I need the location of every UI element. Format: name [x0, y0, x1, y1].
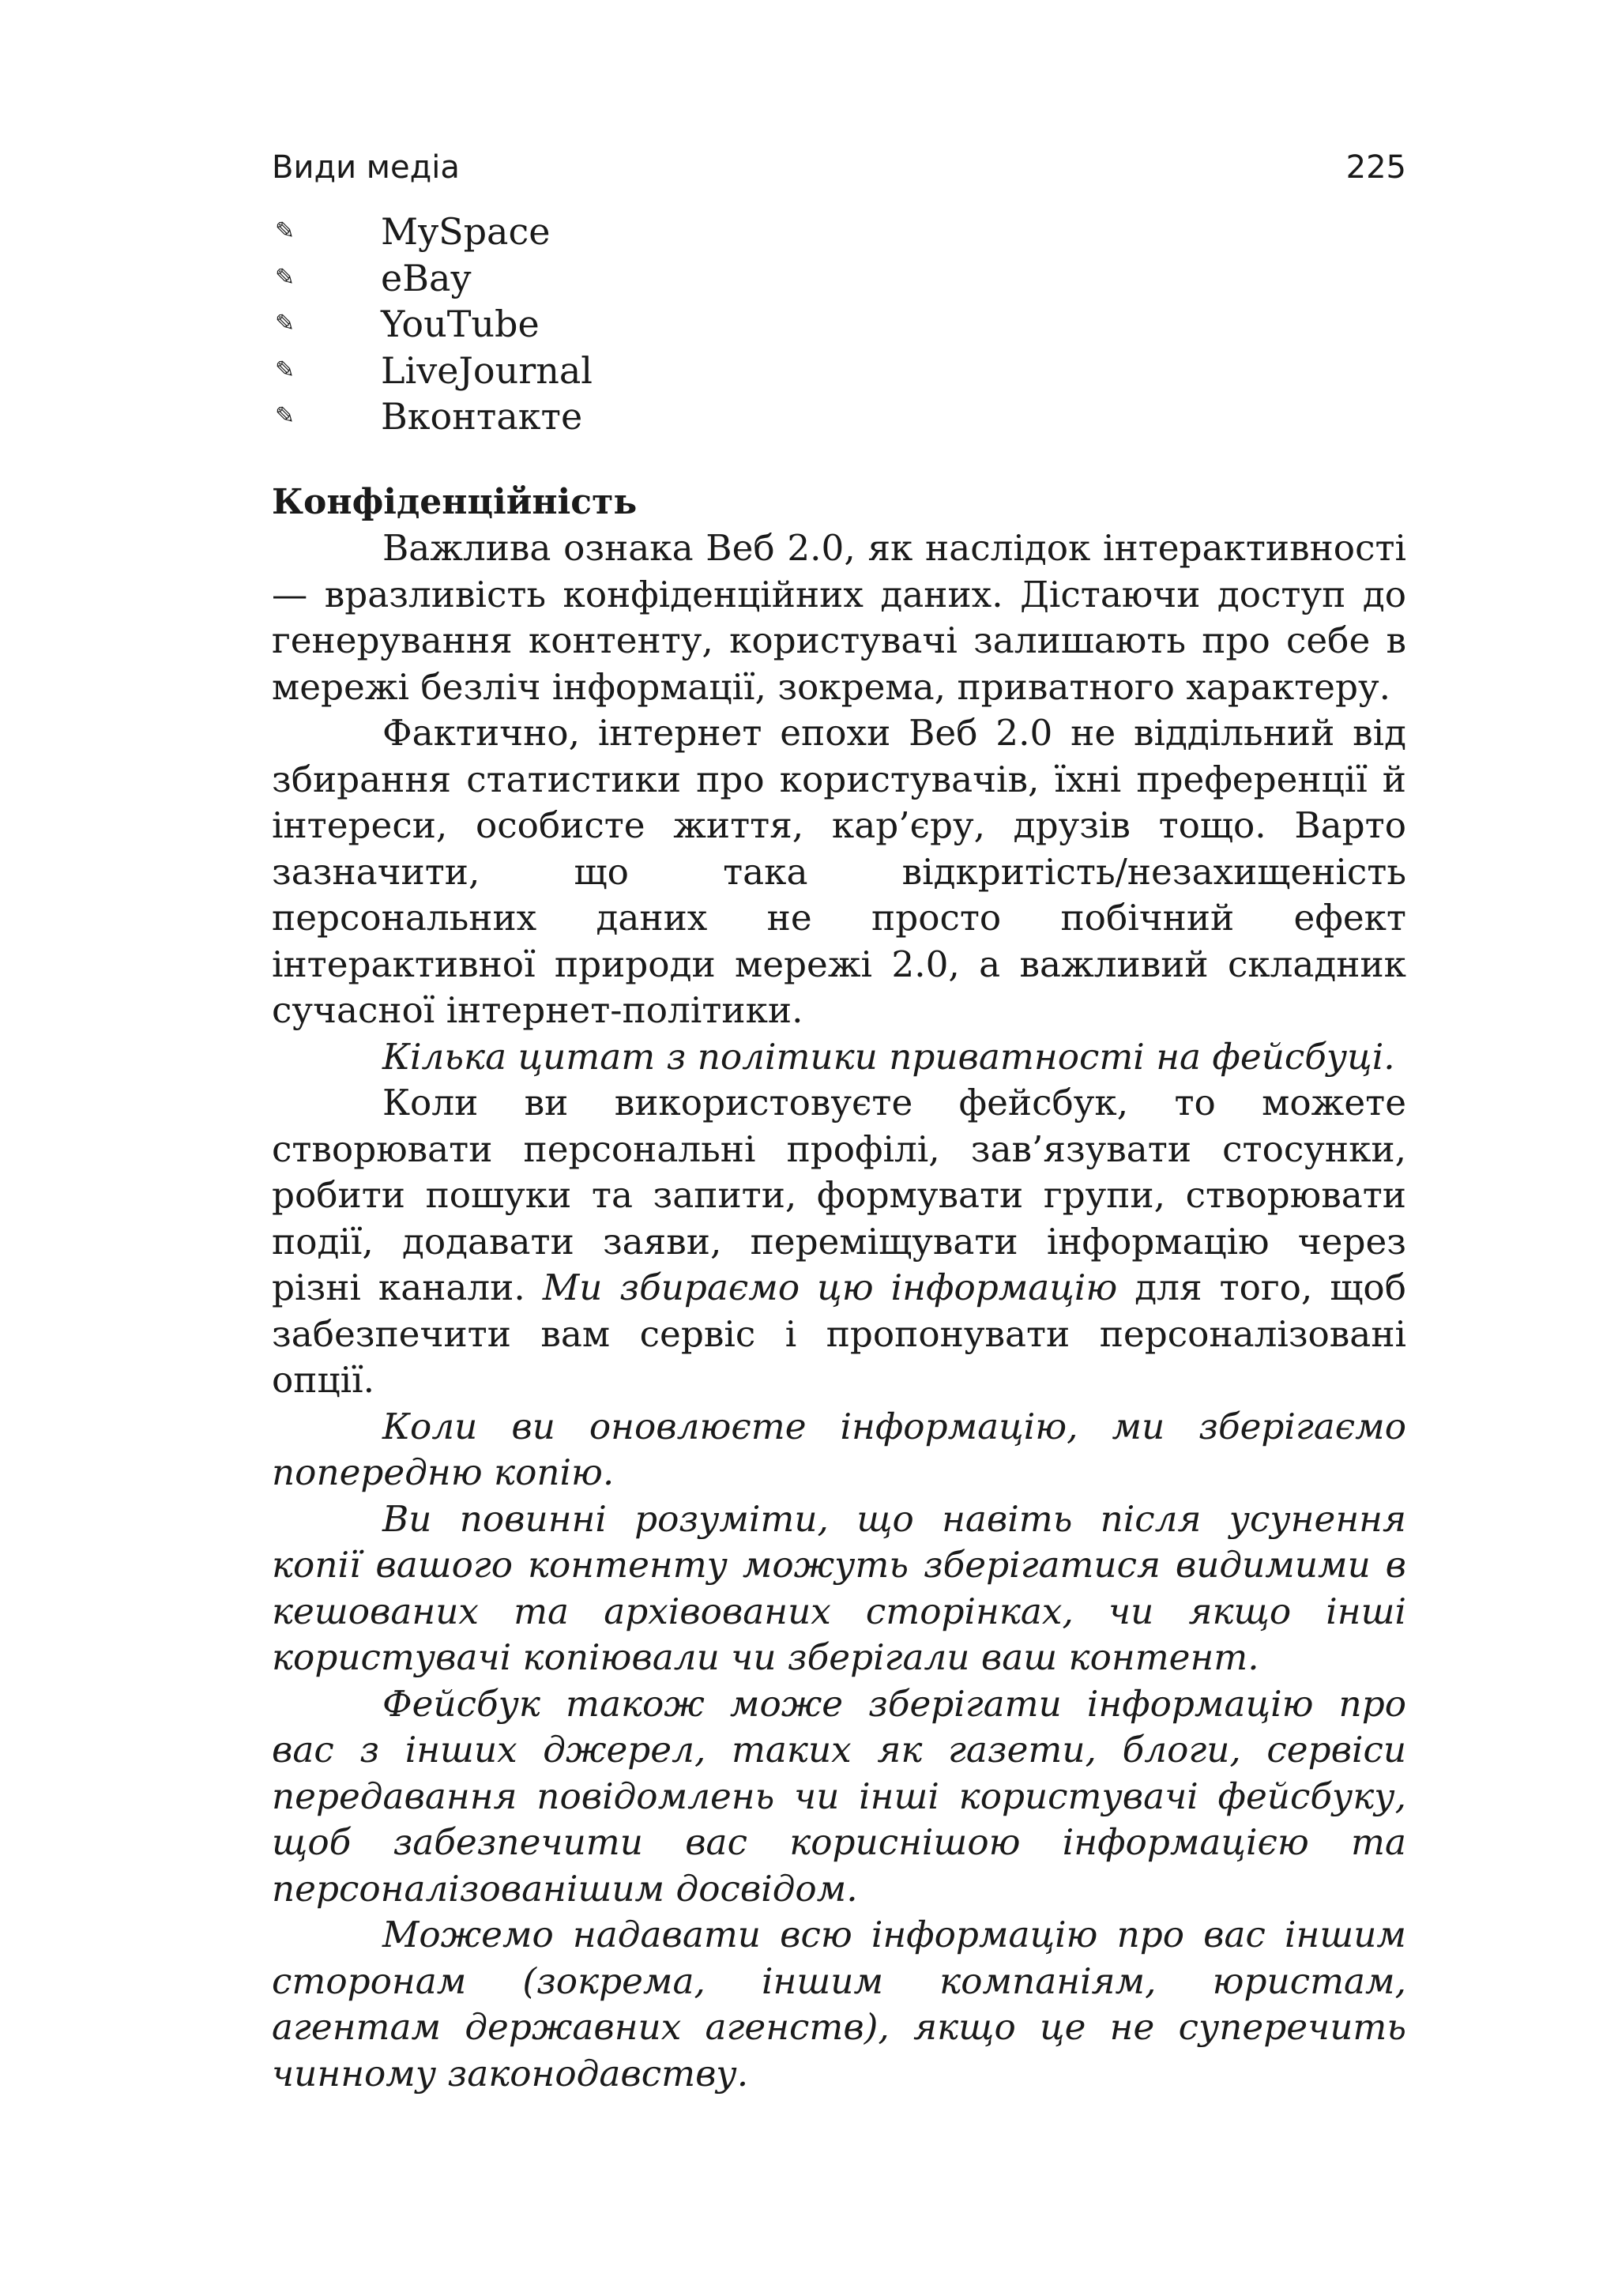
- emphasis-text: Ми збираємо цю інформацію: [542, 1267, 1118, 1308]
- pen-nib-icon: ✎: [275, 356, 295, 384]
- running-head: [272, 142, 1406, 193]
- quote-paragraph: Ви повинні розуміти, що навіть після усунення копії вашого контенту можуть зберігатися видимими в кешованих та архівованих сторінках, чи якщо інші користувачі копіювали чи зберігали ваш контент.: [272, 1497, 1406, 1678]
- section-heading: Конфіденційність: [272, 481, 638, 522]
- paragraph: Важлива ознака Веб 2.0, як наслідок інтерактивності — вразливість конфіденційних даних. Дістаючи доступ до генерування контенту, користувачі залишають про себе в мережі безліч інформації, зокрема, приватного характеру.: [272, 527, 1406, 708]
- quote-intro: Кілька цитат з політики приватності на фейсбуці.: [382, 1035, 1395, 1078]
- paragraph: [272, 1080, 1406, 1404]
- body-text: [272, 525, 1406, 2097]
- quote-paragraph: Можемо надавати всю інформацію про вас іншим сторонам (зокрема, іншим компаніям, юристам, агентам державних агенств), якщо це не суперечить чинному законодавству.: [272, 1914, 1406, 2095]
- list-item-label: YouTube: [381, 303, 540, 345]
- pen-nib-icon: ✎: [275, 263, 295, 292]
- site-list: [272, 209, 1406, 440]
- list-item-label: eBay: [381, 256, 472, 299]
- list-item: [272, 348, 1406, 394]
- list-item: [272, 301, 1406, 348]
- quote-paragraph: Фейсбук також може зберігати інформацію про вас з інших джерел, таких як газети, блоги, сервіси передавання повідомлень чи інші користувачі фейсбуку, щоб забезпечити вас кориснішою інформацією та персоналізованішим досвідом.: [272, 1682, 1406, 1910]
- book-page: [272, 142, 1406, 2097]
- list-item-label: MySpace: [381, 210, 551, 253]
- list-item-label: Вконтакте: [381, 395, 583, 438]
- list-item-label: LiveJournal: [381, 348, 593, 392]
- list-item: [272, 255, 1406, 302]
- list-item: [272, 393, 1406, 440]
- paragraph: Фактично, інтернет епохи Веб 2.0 не віддільний від збирання статистики про користувачів, їхні преференції й інтереси, особисте життя, кар’єру, друзів тощо. Варто зазначити, що така відкритість/незахищеність персональних даних не просто побічний ефект інтерактивної природи мережі 2.0, а важливий складник сучасної інтернет-політики.: [272, 712, 1406, 1031]
- paragraph-text: для того, щоб забезпечити вам сервіс і пропонувати персоналізовані опції.: [272, 1267, 1406, 1401]
- paragraph-text: Коли ви використовуєте фейсбук, то можете створювати персональні профілі, зав’язувати стосунки, робити пошуки та запити, формувати групи, створювати події, додавати заяви, переміщувати інформацію через різні канали.: [272, 1082, 1406, 1308]
- pen-nib-icon: ✎: [275, 310, 295, 338]
- pen-nib-icon: ✎: [275, 217, 295, 246]
- quote-paragraph: Коли ви оновлюєте інформацію, ми зберігаємо попередню копію.: [272, 1405, 1406, 1493]
- running-head-title: Види медіа: [272, 149, 460, 186]
- list-item: [272, 209, 1406, 255]
- page-number: 225: [1345, 149, 1406, 186]
- pen-nib-icon: ✎: [275, 402, 295, 431]
